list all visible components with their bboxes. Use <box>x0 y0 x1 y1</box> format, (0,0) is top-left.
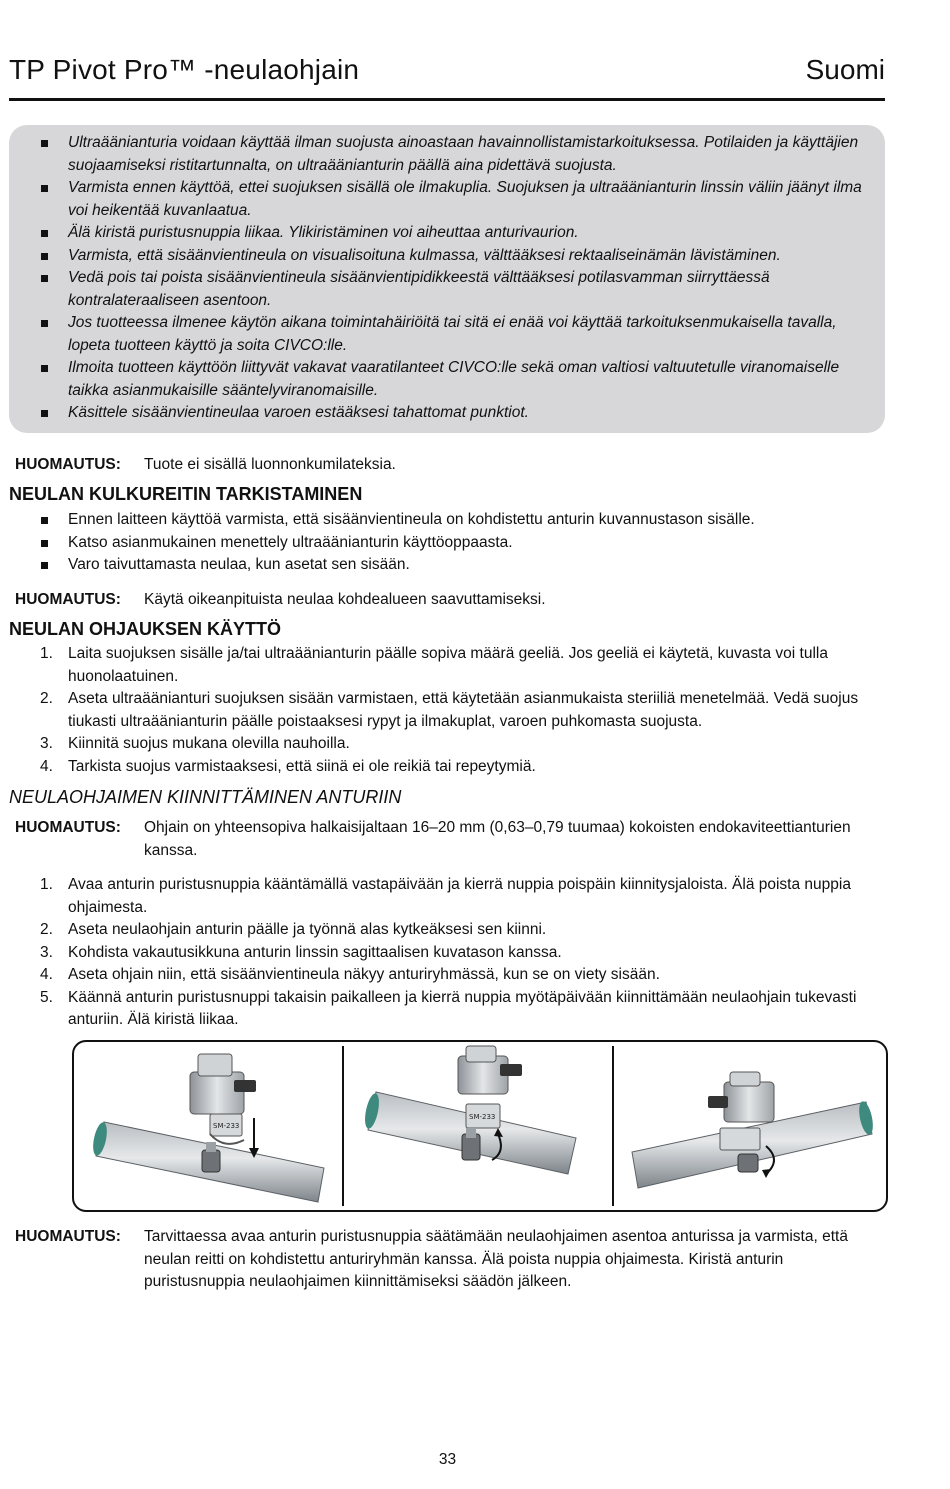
step-item: 3. Kohdista vakautusikkuna anturin linssin sagittaalisen kuvatason kanssa. <box>40 943 562 961</box>
model-label: SM-233 <box>213 1122 240 1130</box>
warning-item: Käsittele sisäänvientineulaa varoen estääksesi tahattomat punktiot. <box>40 402 880 425</box>
note-label: HUOMAUTUS: <box>15 1228 121 1245</box>
warning-item: Ilmoita tuotteen käyttöön liittyvät vakavat vaaratilanteet CIVCO:lle sekä oman valtiosi valtuutetulle viranomaiselle taikka asianmukaisille sääntelyviranomaisille. <box>40 357 880 402</box>
guide-use-steps <box>40 643 885 778</box>
document-title: TP Pivot Pro™ -neulaohjain <box>9 54 360 85</box>
note-label: HUOMAUTUS: <box>15 591 121 608</box>
step-item: 1. Avaa anturin puristusnuppia kääntämällä vastapäivään ja kierrä nuppia poispäin kiinnitysjaloista. Älä poista nuppia ohjaimesta. <box>40 876 851 916</box>
panel-divider <box>342 1046 344 1206</box>
note-label: HUOMAUTUS: <box>15 456 121 473</box>
language-label: Suomi <box>805 54 885 85</box>
page-number: 33 <box>438 1451 457 1468</box>
model-label: SM-233 <box>469 1113 496 1121</box>
note-text: Ohjain on yhteensopiva halkaisijaltaan 16–20 mm (0,63–0,79 tuumaa) kokoisten endokaviteettianturien kanssa. <box>144 819 851 859</box>
list-item: Katso asianmukainen menettely ultraäänianturin käyttöoppaasta. <box>40 532 885 555</box>
warning-item: Ultraäänianturia voidaan käyttää ilman suojusta ainoastaan havainnollistamistarkoituksessa. Potilaiden ja käyttäjien suojaamiseksi ristitartunnalta, on ultraäänianturin päällä aina pidettävä suojusta. <box>40 132 880 177</box>
page-header <box>9 54 885 101</box>
warning-item: Varmista, että sisäänvientineula on visualisoituna kulmassa, välttääksesi rektaaliseinämän lävistäminen. <box>40 245 880 268</box>
note-text: Tuote ei sisällä luonnonkumilateksia. <box>144 456 396 473</box>
list-item: Varo taivuttamasta neulaa, kun asetat sen sisään. <box>40 554 885 577</box>
needle-path-list <box>40 509 885 577</box>
attach-guide-steps <box>40 874 885 1032</box>
section-heading-guide-use: NEULAN OHJAUKSEN KÄYTTÖ <box>9 619 282 639</box>
warning-list <box>40 132 880 425</box>
warning-item: Vedä pois tai poista sisäänvientineula sisäänvientipidikkeestä välttääksesi potilasvamman siirryttäessä kontralateraaliseen asentoon. <box>40 267 880 312</box>
step-item: 2. Aseta neulaohjain anturin päälle ja työnnä alas kytkeäksesi sen kiinni. <box>40 921 547 938</box>
illustration-step-tighten <box>616 1042 886 1210</box>
note-text: Tarvittaessa avaa anturin puristusnuppia säätämään neulaohjaimen asentoa anturissa ja varmista, että neulan reitti on kohdistettu anturiryhmän kanssa. Älä poista nuppia ohjaimesta. Kiristä anturin puristusnuppia neulaohjaimen kiinnittämiseksi säädön jälkeen. <box>144 1228 848 1290</box>
illustration-step-rotate <box>346 1042 612 1210</box>
illustration-step-attach <box>74 1042 342 1210</box>
step-item: 1. Laita suojuksen sisälle ja/tai ultraäänianturin päälle sopiva määrä geeliä. Jos geeliä ei käytetä, kuvasta voi tulla huonolaatuinen. <box>40 645 828 685</box>
warning-item: Älä kiristä puristusnuppia liikaa. Ylikiristäminen voi aiheuttaa anturivaurion. <box>40 222 880 245</box>
step-item: 5. Käännä anturin puristusnuppi takaisin paikalleen ja kierrä nuppia myötäpäivään kiinnittämään neulaohjain tukevasti anturiin. Älä kiristä liikaa. <box>40 988 857 1028</box>
step-item: 2. Aseta ultraäänianturi suojuksen sisään varmistaen, että käytetään asianmukaista steriiliä menetelmää. Vedä suojus tiukasti ultraäänianturin päälle poistaaksesi rypyt ja ilmakuplat, varoen puhkomasta suojusta. <box>40 690 859 730</box>
step-item: 4. Aseta ohjain niin, että sisäänvientineula näkyy anturiryhmässä, kun se on viety sisään. <box>40 966 660 983</box>
warning-item: Jos tuotteessa ilmenee käytön aikana toimintahäiriöitä tai sitä ei enää voi käyttää tarkoituksenmukaisella tavalla, lopeta tuotteen käyttö ja soita CIVCO:lle. <box>40 312 880 357</box>
list-item: Ennen laitteen käyttöä varmista, että sisäänvientineula on kohdistettu anturin kuvannustason sisälle. <box>40 509 885 532</box>
attachment-illustration <box>72 1040 888 1212</box>
note-label: HUOMAUTUS: <box>15 819 121 836</box>
section-heading-needle-path: NEULAN KULKUREITIN TARKISTAMINEN <box>9 484 363 504</box>
panel-divider <box>612 1046 614 1206</box>
note-text: Käytä oikeanpituista neulaa kohdealueen saavuttamiseksi. <box>144 591 546 608</box>
section-heading-attach-guide: NEULAOHJAIMEN KIINNITTÄMINEN ANTURIIN <box>9 787 402 807</box>
warning-item: Varmista ennen käyttöä, ettei suojuksen sisällä ole ilmakuplia. Suojuksen ja ultraäänianturin linssin väliin jäänyt ilma voi heikentää kuvanlaatua. <box>40 177 880 222</box>
step-item: 3. Kiinnitä suojus mukana olevilla nauhoilla. <box>40 735 350 752</box>
step-item: 4. Tarkista suojus varmistaaksesi, että siinä ei ole reikiä tai repeytymiä. <box>40 757 536 775</box>
